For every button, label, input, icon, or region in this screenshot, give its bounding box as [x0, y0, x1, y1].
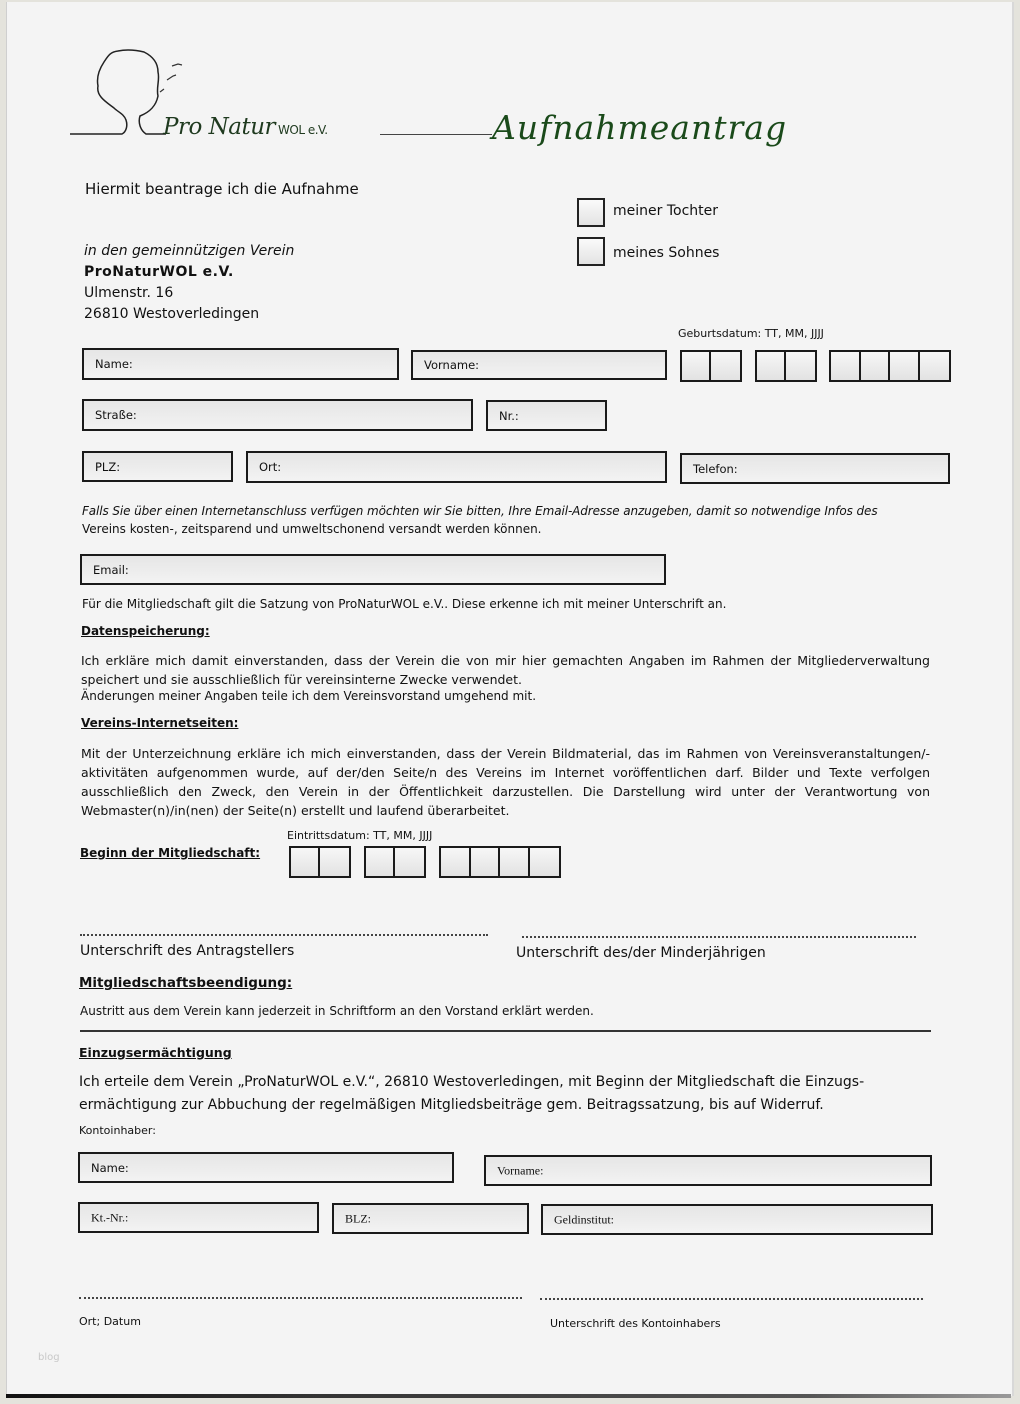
bank-name-field-label: Geldinstitut:: [554, 1212, 614, 1226]
checkbox-daughter[interactable]: [577, 198, 605, 227]
web-pages-heading: Vereins-Internetseiten:: [81, 716, 239, 730]
data-storage-text: Ich erkläre mich damit einverstanden, dass der Verein die von mir hier gemachten Angaben im Rahmen der Mitgliederverwaltung speichert und sie ausschließlich für vereinsinterne Zwecke verwendet.: [81, 653, 930, 687]
brand-name: Pro Natur WOL e.V.: [163, 114, 328, 140]
place-date-label: Ort; Datum: [79, 1315, 141, 1328]
hausnummer-field-label: Nr.:: [499, 408, 519, 423]
page-edge-shadow: [6, 1394, 1011, 1398]
request-text: Hiermit beantrage ich die Aufnahme: [85, 180, 359, 198]
option-son-label: meines Sohnes: [613, 245, 720, 261]
ort-field[interactable]: [246, 451, 667, 483]
account-vorname-field-label: Vorname:: [497, 1163, 544, 1177]
data-storage-heading: Datenspeicherung:: [81, 624, 210, 638]
direct-debit-line1: Ich erteile dem Verein „ProNaturWOL e.V.“, 26810 Westoverledingen, mit Beginn der Mitgliedschaft die Einzugs-: [79, 1074, 865, 1090]
applicant-signature-line[interactable]: [80, 934, 488, 936]
minor-signature-label: Unterschrift des/der Minderjährigen: [516, 945, 766, 961]
section-divider: [80, 1030, 931, 1032]
brand-suffix: WOL e.V.: [278, 123, 328, 137]
email-field-label: Email:: [93, 562, 129, 577]
statute-text: Für die Mitgliedschaft gilt die Satzung von ProNaturWOL e.V.. Diese erkenne ich mit meiner Unterschrift an.: [82, 597, 727, 611]
page-title: Aufnahmeantrag: [492, 108, 788, 147]
header-rule: [380, 134, 492, 135]
birthdate-month-input[interactable]: [755, 350, 817, 382]
birthdate-day-input[interactable]: [680, 350, 742, 382]
direct-debit-heading: Einzugsermächtigung: [79, 1045, 232, 1060]
plz-field-label: PLZ:: [95, 459, 121, 474]
bank-name-field[interactable]: [541, 1204, 933, 1235]
place-date-line[interactable]: [79, 1297, 522, 1299]
termination-text: Austritt aus dem Verein kann jederzeit in Schriftform an den Vorstand erklärt werden.: [80, 1004, 594, 1018]
entry-date-label: Eintrittsdatum: TT, MM, JJJJ: [287, 829, 433, 842]
account-vorname-field[interactable]: [484, 1155, 932, 1186]
entry-date-month-input[interactable]: [364, 846, 426, 878]
club-line: in den gemeinnützigen Verein: [84, 243, 295, 259]
direct-debit-line2: ermächtigung zur Abbuchung der regelmäßigen Mitgliedsbeiträge gem. Beitragssatzung, bis auf Widerruf.: [79, 1097, 824, 1113]
birthdate-label: Geburtsdatum: TT, MM, JJJJ: [678, 327, 824, 340]
account-name-field[interactable]: [78, 1152, 454, 1183]
account-holder-label: Kontoinhaber:: [79, 1124, 156, 1137]
telefon-field[interactable]: [680, 453, 950, 484]
vorname-field[interactable]: [411, 350, 667, 380]
name-field[interactable]: [82, 348, 399, 380]
membership-start-label: Beginn der Mitgliedschaft:: [80, 846, 261, 860]
account-number-field[interactable]: [78, 1202, 319, 1233]
ort-field-label: Ort:: [259, 460, 282, 474]
entry-date-day-input[interactable]: [289, 846, 351, 878]
account-holder-signature-label: Unterschrift des Kontoinhabers: [550, 1317, 721, 1330]
email-notice-line1: Falls Sie über einen Internetanschluss verfügen möchten wir Sie bitten, Ihre Email-Adresse anzugeben, damit so notwendige Infos des: [82, 504, 878, 518]
club-street: Ulmenstr. 16: [84, 285, 174, 301]
blz-field-label: BLZ:: [345, 1211, 371, 1225]
strasse-field-label: Straße:: [95, 408, 137, 422]
data-storage-text2: Änderungen meiner Angaben teile ich dem Vereinsvorstand umgehend mit.: [81, 689, 537, 703]
checkbox-son[interactable]: [577, 237, 605, 266]
strasse-field[interactable]: [82, 399, 473, 431]
option-daughter-label: meiner Tochter: [613, 203, 718, 219]
email-notice-line2: Vereins kosten-, zeitsparend und umweltschonend versandt werden können.: [82, 522, 542, 536]
hausnummer-field[interactable]: [486, 400, 607, 431]
club-city: 26810 Westoverledingen: [84, 306, 260, 322]
web-pages-text: Mit der Unterzeichnung erkläre ich mich einverstanden, dass der Verein Bildmaterial, das im Rahmen von Vereinsveranstaltungen/-aktivitäten aufgenommen wurde, auf der/den Seite/n des Vereins im Internet voröffentlichen darf. Bilder und Texte verfolgen ausschließlich den Zweck, den Verein in der Öffentlichkeit darzustellen. Die Darstellung wird unter der Verantwortung von Webmaster(n)/in(nen) der Seite(n) erstellt und laufend überarbeitet.: [81, 746, 930, 818]
applicant-signature-label: Unterschrift des Antragstellers: [80, 943, 295, 959]
email-field[interactable]: [80, 554, 666, 585]
watermark-text: blog: [38, 1352, 60, 1363]
blz-field[interactable]: [332, 1203, 529, 1234]
minor-signature-line[interactable]: [522, 936, 916, 938]
termination-heading: Mitgliedschaftsbeendigung:: [79, 975, 293, 991]
telefon-field-label: Telefon:: [693, 461, 738, 476]
name-field-label: Name:: [95, 357, 133, 371]
account-name-field-label: Name:: [91, 1160, 129, 1175]
club-name: ProNaturWOL e.V.: [84, 264, 234, 280]
account-holder-signature-line[interactable]: [540, 1298, 923, 1300]
account-number-field-label: Kt.-Nr.:: [91, 1210, 129, 1224]
vorname-field-label: Vorname:: [424, 358, 480, 372]
plz-field[interactable]: [82, 451, 233, 482]
entry-date-year-input[interactable]: [439, 846, 561, 878]
birthdate-year-input[interactable]: [829, 350, 951, 382]
